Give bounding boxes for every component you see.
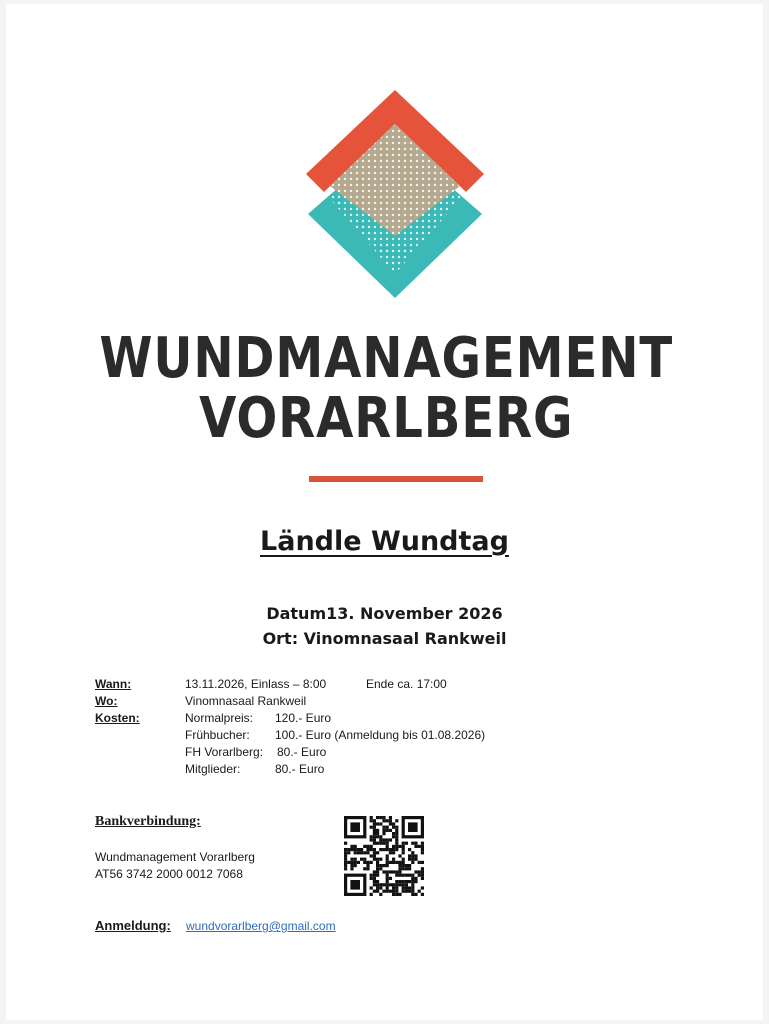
price-value: 100.- Euro (Anmeldung bis 01.08.2026) — [275, 728, 486, 742]
bank-iban: AT56 3742 2000 0012 7068 — [95, 867, 243, 881]
qr-code-icon[interactable] — [340, 812, 428, 900]
where-label: Wo: — [95, 694, 118, 708]
where-value: Vinomnasaal Rankweil — [185, 694, 307, 708]
when-value: 13.11.2026, Einlass – 8:00 — [185, 677, 327, 691]
brand-divider — [309, 476, 483, 482]
price-value: 120.- Euro — [275, 711, 332, 725]
price-label: FH Vorarlberg: — [185, 745, 264, 759]
price-value: 80.- Euro — [275, 762, 325, 776]
bank-title: Bankverbindung: — [95, 814, 201, 829]
price-label: Mitglieder: — [185, 762, 241, 776]
bank-account-name: Wundmanagement Vorarlberg — [95, 850, 255, 864]
event-date-line: Datum13. November 2026 — [266, 604, 503, 623]
brand-name-line-1: WUNDMANAGEMENT — [99, 326, 674, 391]
registration-label: Anmeldung: — [95, 918, 171, 933]
price-value: 80.- Euro — [277, 745, 327, 759]
cost-label: Kosten: — [95, 711, 140, 725]
registration-email-link[interactable]: wundvorarlberg@gmail.com — [186, 919, 336, 933]
event-place-line: Ort: Vinomnasaal Rankweil — [262, 629, 507, 648]
brand-name-line-2: VORARLBERG — [199, 386, 574, 451]
when-label: Wann: — [95, 677, 132, 691]
price-label: Frühbucher: — [185, 728, 250, 742]
wundmanagement-logo-icon — [300, 86, 490, 304]
end-value: Ende ca. 17:00 — [366, 677, 447, 691]
price-label: Normalpreis: — [185, 711, 254, 725]
event-title: Ländle Wundtag — [260, 526, 509, 557]
